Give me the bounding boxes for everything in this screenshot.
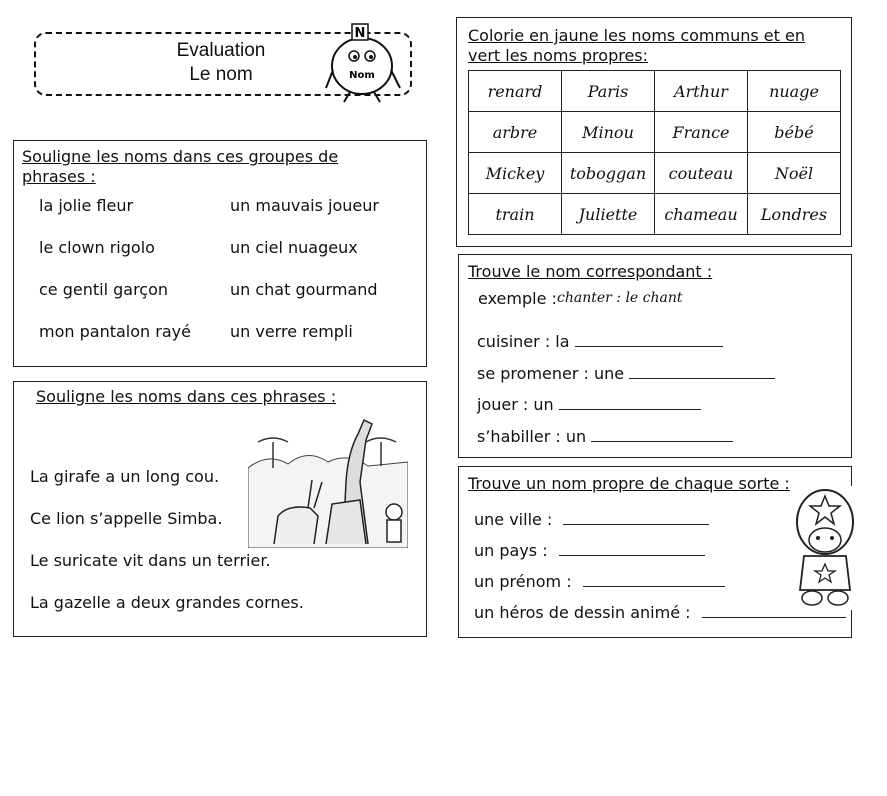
answer-blank[interactable] — [563, 510, 709, 525]
ex1-left-3: ce gentil garçon — [39, 280, 169, 299]
grid-cell: nuage — [748, 71, 841, 112]
answer-blank[interactable] — [629, 364, 775, 379]
savanna-illustration — [248, 412, 408, 548]
grid-cell: Mickey — [469, 153, 562, 194]
ex4-example-label: exemple : — [478, 289, 557, 308]
ex5-item-1-label: une ville : — [474, 510, 553, 529]
grid-cell: toboggan — [562, 153, 655, 194]
grid-cell: arbre — [469, 112, 562, 153]
ex1-left-2: le clown rigolo — [39, 238, 155, 257]
grid-cell: Arthur — [655, 71, 748, 112]
mascot-letter: N — [354, 26, 366, 41]
answer-blank[interactable] — [591, 427, 733, 442]
ex1-left-1: la jolie fleur — [39, 196, 134, 215]
answer-blank[interactable] — [575, 332, 723, 347]
ex1-right-4: un verre rempli — [230, 322, 353, 341]
noun-grid — [468, 70, 841, 235]
grid-cell: couteau — [655, 153, 748, 194]
exercise-3-header: Colorie en jaune les noms communs et en vert les noms propres: — [468, 26, 805, 65]
exercise-4-header: Trouve le nom correspondant : — [468, 262, 713, 281]
mascot-illustration — [324, 18, 404, 106]
mascot-label: Nom — [349, 70, 375, 81]
grid-cell: Paris — [562, 71, 655, 112]
ex4-item-3-label: jouer : un — [477, 395, 554, 414]
grid-row — [469, 71, 841, 112]
grid-cell: Londres — [748, 194, 841, 235]
ex5-item-3-label: un prénom : — [474, 572, 572, 591]
ex4-item-1 — [477, 332, 723, 351]
ex5-item-4-label: un héros de dessin animé : — [474, 603, 691, 622]
grid-row — [469, 153, 841, 194]
grid-cell: chameau — [655, 194, 748, 235]
exercise-2-header: Souligne les noms dans ces phrases : — [36, 387, 337, 406]
ex5-item-1 — [474, 510, 709, 529]
title-line-2: Le nom — [189, 64, 253, 85]
exercise-1-header: Souligne les noms dans ces groupes de phrases : — [22, 147, 339, 186]
grid-cell: bébé — [748, 112, 841, 153]
answer-blank[interactable] — [583, 572, 725, 587]
grid-cell: Juliette — [562, 194, 655, 235]
ex2-sentence-1: La girafe a un long cou. — [30, 467, 220, 486]
ex5-item-2 — [474, 541, 705, 560]
grid-cell: Minou — [562, 112, 655, 153]
ex4-item-4-label: s’habiller : un — [477, 427, 587, 446]
ex4-example-value: chanter : le chant — [557, 290, 683, 306]
ex2-sentence-4: La gazelle a deux grandes cornes. — [30, 593, 304, 612]
grid-cell: Noël — [748, 153, 841, 194]
exercise-5-header: Trouve un nom propre de chaque sorte : — [468, 474, 790, 493]
title-line-1: Evaluation — [176, 40, 266, 61]
ex4-item-2-label: se promener : une — [477, 364, 625, 383]
answer-blank[interactable] — [559, 541, 705, 556]
ex5-item-4 — [474, 603, 846, 622]
ex4-item-4 — [477, 427, 733, 446]
ex1-left-4: mon pantalon rayé — [39, 322, 191, 341]
ex1-right-2: un ciel nuageux — [230, 238, 358, 257]
grid-cell: train — [469, 194, 562, 235]
ex4-item-3 — [477, 395, 701, 414]
ex5-item-3 — [474, 572, 725, 591]
grid-row — [469, 112, 841, 153]
ex2-sentence-2: Ce lion s’appelle Simba. — [30, 509, 223, 528]
ex5-item-2-label: un pays : — [474, 541, 548, 560]
ex1-right-3: un chat gourmand — [230, 280, 378, 299]
answer-blank[interactable] — [559, 395, 701, 410]
ex4-item-2 — [477, 364, 775, 383]
ex1-right-1: un mauvais joueur — [230, 196, 379, 215]
grid-row — [469, 194, 841, 235]
grid-cell: renard — [469, 71, 562, 112]
ex2-sentence-3: Le suricate vit dans un terrier. — [30, 551, 271, 570]
superhero-illustration — [792, 486, 858, 610]
grid-cell: France — [655, 112, 748, 153]
ex4-item-1-label: cuisiner : la — [477, 332, 570, 351]
